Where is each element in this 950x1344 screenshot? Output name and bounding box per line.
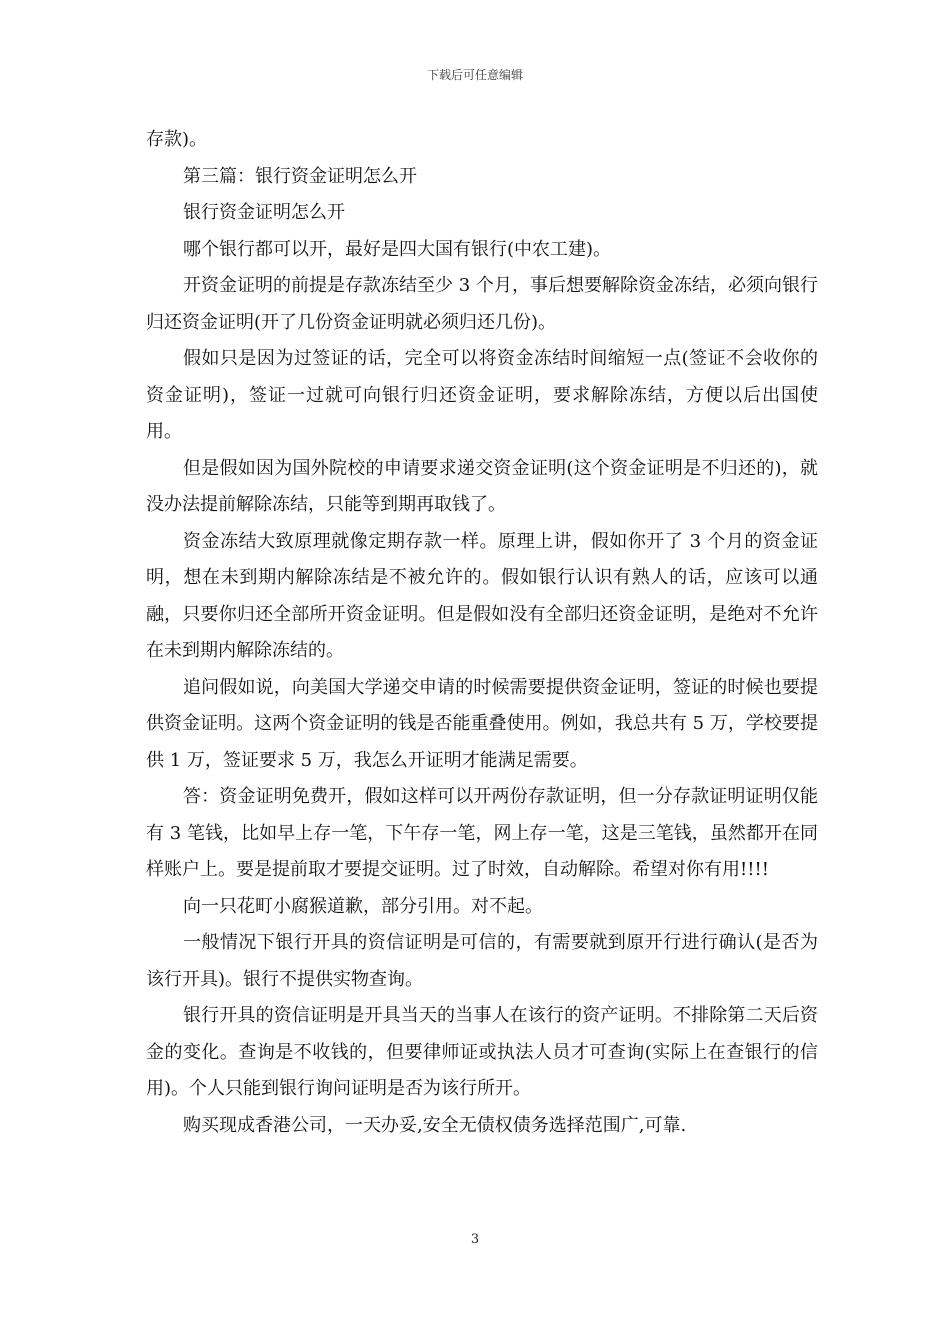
paragraph: 开资金证明的前提是存款冻结至少 3 个月，事后想要解除资金冻结，必须向银行归还资金证明(开了几份资金证明就必须归还几份)。 [146,275,818,333]
paragraph: 银行开具的资信证明是开具当天的当事人在该行的资产证明。不排除第二天后资金的变化。查询是不收钱的，但要律师证或执法人员才可查询(实际上在查银行的信用)。个人只能到银行询问证明是否为该行所开。 [146,1005,818,1099]
paragraph: 资金冻结大致原理就像定期存款一样。原理上讲，假如你开了 3 个月的资金证明，想在未到期内解除冻结是不被允许的。假如银行认识有熟人的话，应该可以通融，只要你归还全部所开资金证明。但是假如没有全部归还资金证明，是绝对不允许在未到期内解除冻结的。 [146,530,818,661]
section-heading: 第三篇：银行资金证明怎么开 [183,165,417,187]
paragraph: 哪个银行都可以开，最好是四大国有银行(中农工建)。 [183,238,612,260]
paragraph: 追问假如说，向美国大学递交申请的时候需要提供资金证明，签证的时候也要提供资金证明。这两个资金证明的钱是否能重叠使用。例如，我总共有 5 万，学校要提供 1 万，签证要求 5 万，我怎么开证明才能满足需要。 [146,676,818,771]
paragraph: 向一只花町小腐猴道歉，部分引用。对不起。 [183,895,543,917]
paragraph: 存款)。 [146,129,208,150]
page-number: 3 [470,1232,480,1247]
paragraph: 答：资金证明免费开，假如这样可以开两份存款证明，但一分存款证明证明仅能有 3 笔钱，比如早上存一笔，下午存一笔，网上存一笔，这是三笔钱，虽然都开在同样账户上。要是提前取才要提交证明。过了时效，自动解除。希望对你有用!!!! [146,786,818,880]
page-header: 下载后可任意编辑 [426,68,523,82]
paragraph: 银行资金证明怎么开 [183,202,345,223]
paragraph: 一般情况下银行开具的资信证明是可信的，有需要就到原开行进行确认(是否为该行开具)。银行不提供实物查询。 [146,932,818,990]
paragraph: 但是假如因为国外院校的申请要求递交资金证明(这个资金证明是不归还的)，就没办法提前解除冻结，只能等到期再取钱了。 [146,457,818,515]
paragraph: 购买现成香港公司，一天办妥,安全无债权债务选择范围广,可靠. [183,1114,687,1136]
paragraph: 假如只是因为过签证的话，完全可以将资金冻结时间缩短一点(签证不会收你的资金证明)，签证一过就可向银行归还资金证明，要求解除冻结，方便以后出国使用。 [146,348,818,442]
document-body [146,122,818,1144]
